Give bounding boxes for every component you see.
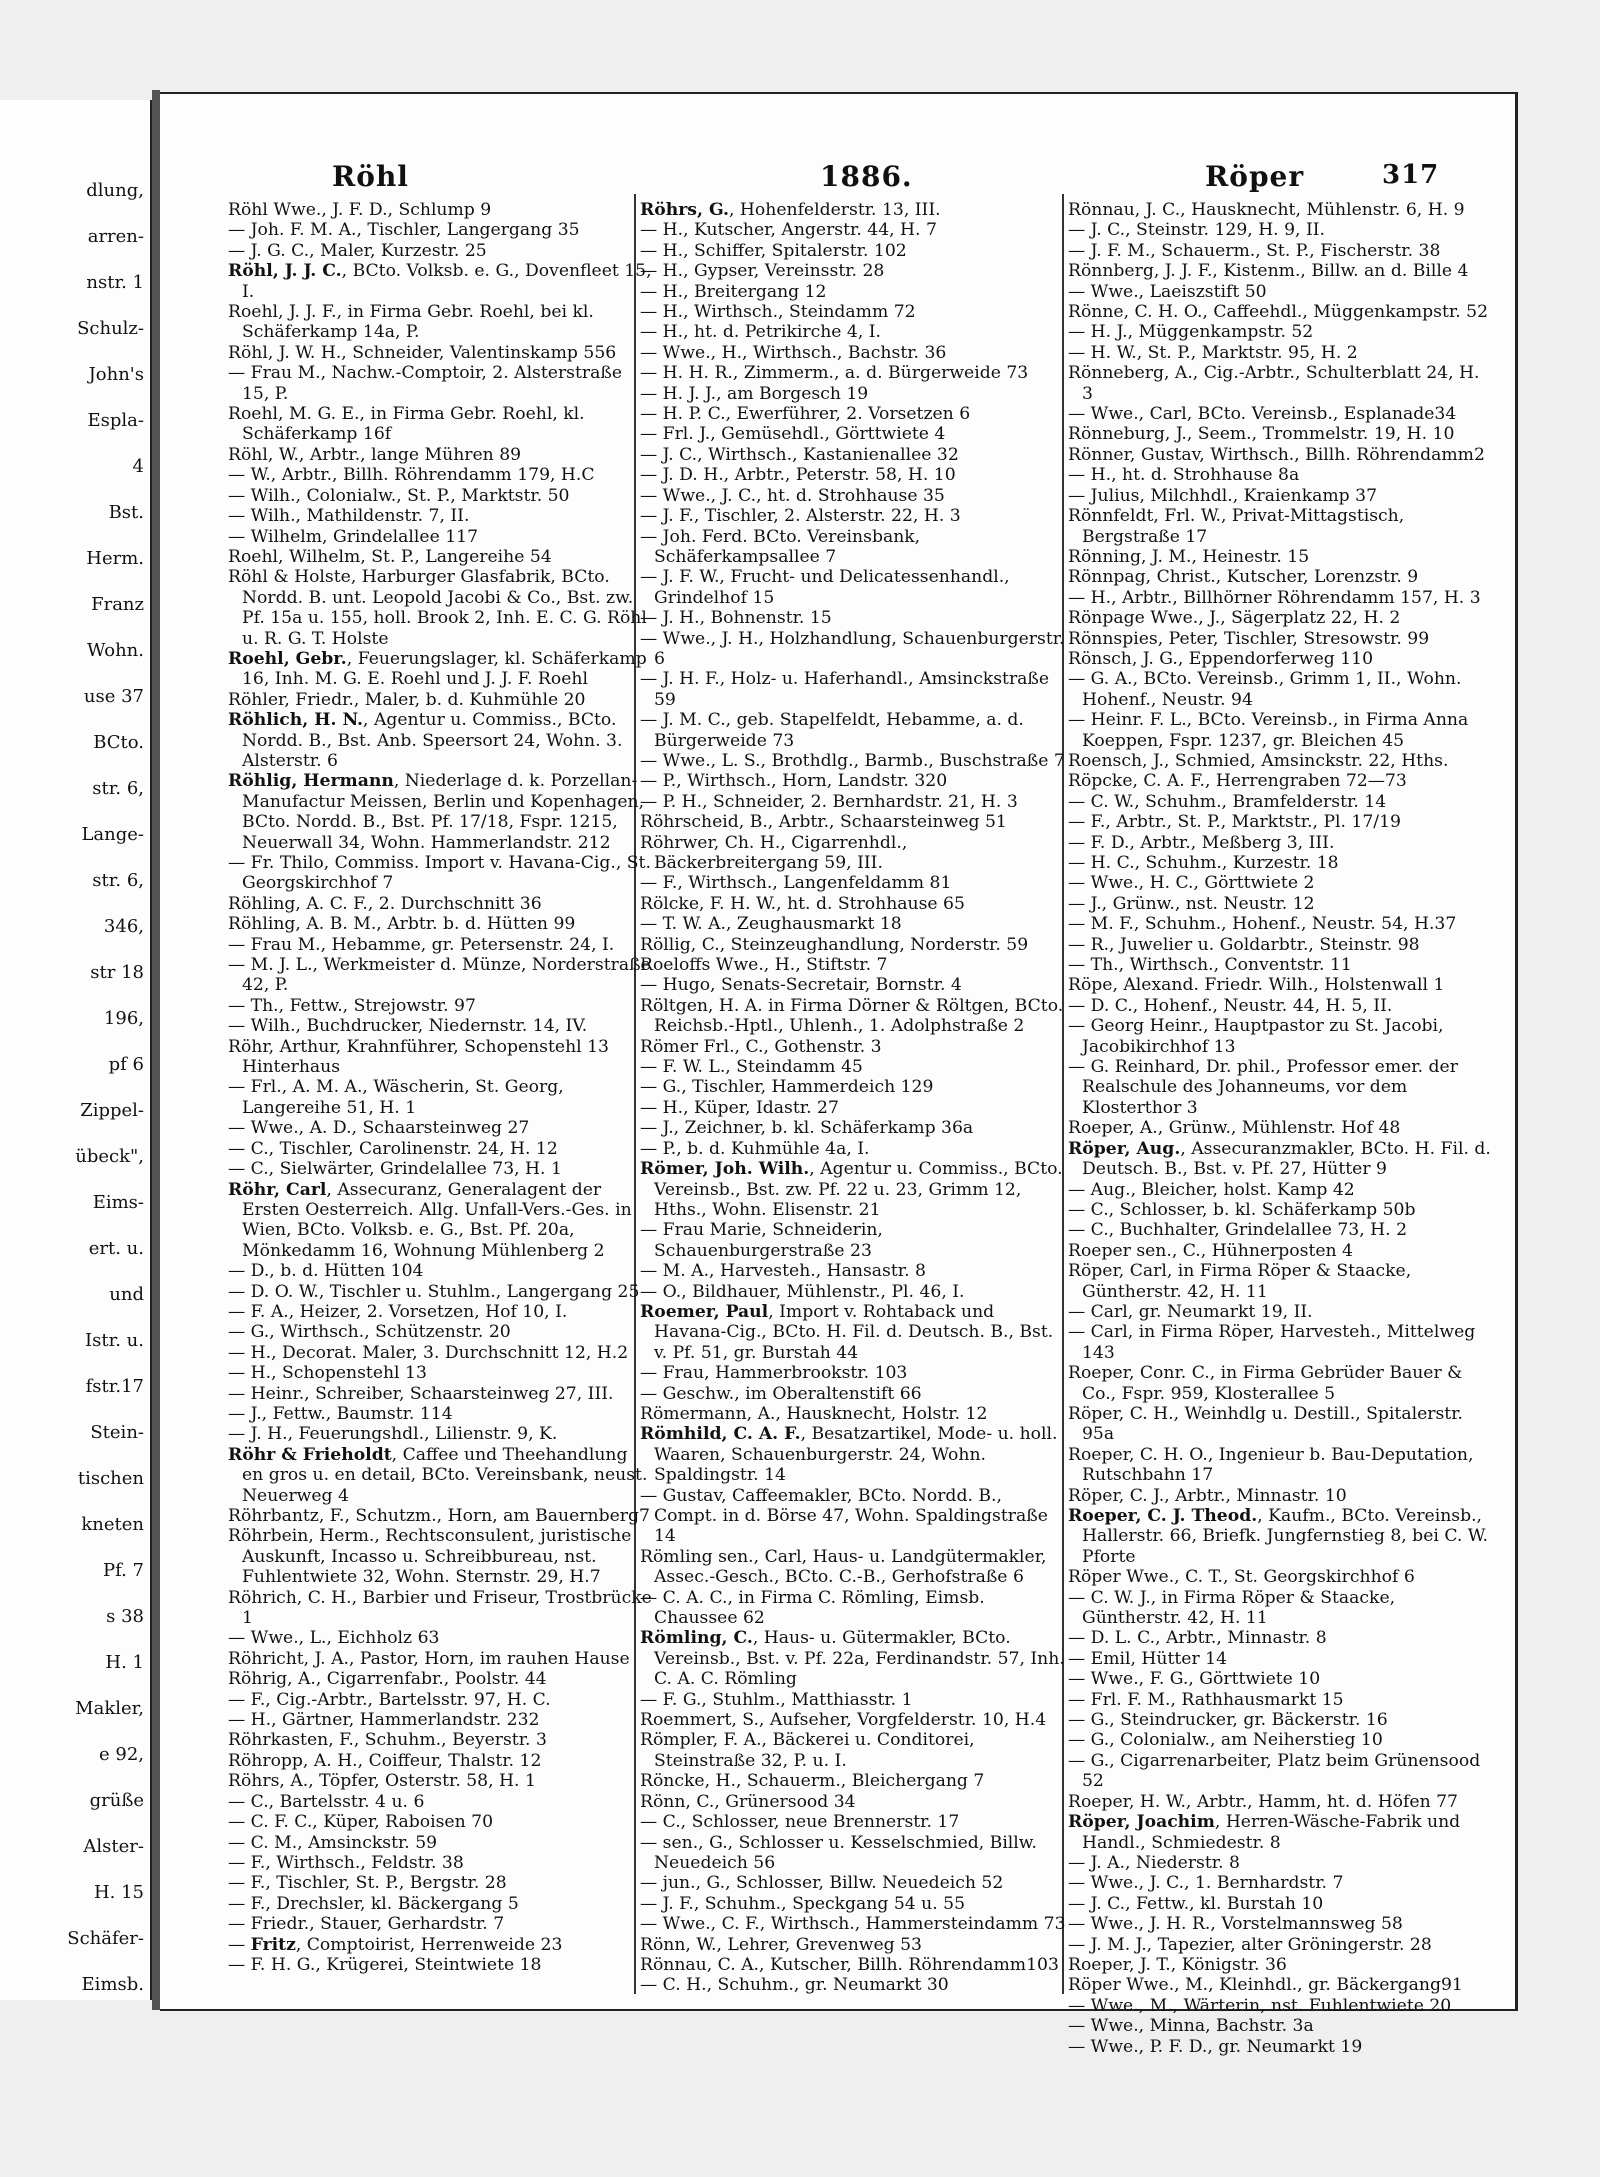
directory-entry: — J., Grünw., nst. Neustr. 12 <box>1068 893 1315 914</box>
directory-entry: — F., Arbtr., St. P., Marktstr., Pl. 17/19 <box>1068 812 1401 833</box>
directory-entry: — H., Schopenstehl 13 <box>228 1363 427 1384</box>
directory-entry: — C. H., Schuhm., gr. Neumarkt 30 <box>640 1975 949 1996</box>
directory-entry: — Wilh., Colonialw., St. P., Marktstr. 50 <box>228 485 570 506</box>
directory-entry: Römer, Joh. Wilh., Agentur u. Commiss., BCto. Vereinsb., Bst. zw. Pf. 22 u. 23, Grimm 12, Hths., Wohn. Elisenstr. 21 <box>640 1159 1063 1220</box>
gutter-fragment: 4 <box>132 456 144 477</box>
directory-entry: — Emil, Hütter 14 <box>1068 1648 1228 1669</box>
directory-entry: — Gustav, Caffeemakler, BCto. Nordd. B., Compt. in d. Börse 47, Wohn. Spaldingstraße 14 <box>640 1485 1048 1547</box>
directory-entry: — Joh. F. M. A., Tischler, Langergang 35 <box>228 220 580 241</box>
directory-entry: Röhl, W., Arbtr., lange Mühren 89 <box>228 444 522 465</box>
gutter-fragment: Bst. <box>108 502 144 523</box>
directory-entry: — Wwe., L., Eichholz 63 <box>228 1628 440 1649</box>
directory-entry: — C., Schlosser, neue Brennerstr. 17 <box>640 1812 960 1833</box>
directory-entry: — Frl., A. M. A., Wäscherin, St. Georg, Langereihe 51, H. 1 <box>228 1077 564 1118</box>
directory-entry: — Heinr., Schreiber, Schaarsteinweg 27, III. <box>228 1383 614 1404</box>
directory-entry: — H., Kutscher, Angerstr. 44, H. 7 <box>640 220 937 241</box>
directory-entry: Roemer, Paul, Import v. Rohtaback und Havana-Cig., BCto. H. Fil. d. Deutsch. B., Bst. v. Pf. 51, gr. Burstah 44 <box>640 1301 1054 1363</box>
directory-entry: Römermann, A., Hausknecht, Holstr. 12 <box>640 1403 988 1424</box>
directory-entry: Roeper, J. T., Königstr. 36 <box>1068 1954 1287 1975</box>
directory-entry: — Wwe., Minna, Bachstr. 3a <box>1068 2016 1314 2037</box>
header-right-keyword: Röper <box>1205 160 1305 193</box>
directory-entry: Röhrwer, Ch. H., Cigarrenhdl., Bäckerbreitergang 59, III. <box>640 832 908 873</box>
directory-entry: — Georg Heinr., Hauptpastor zu St. Jacobi, Jacobikirchhof 13 <box>1068 1016 1444 1057</box>
directory-entry: — C., Schlosser, b. kl. Schäferkamp 50b <box>1068 1199 1416 1220</box>
directory-entry: Röper, Aug., Assecuranzmakler, BCto. H. Fil. d. Deutsch. B., Bst. v. Pf. 27, Hütter 9 <box>1068 1138 1491 1180</box>
directory-entry: — Geschw., im Oberaltenstift 66 <box>640 1383 922 1404</box>
directory-entry: — H. H. R., Zimmerm., a. d. Bürgerweide 73 <box>640 363 1029 384</box>
directory-entry: — J. F. W., Frucht- und Delicatessenhandl., Grindelhof 15 <box>640 567 1010 608</box>
directory-entry: Röhl & Holste, Harburger Glasfabrik, BCto. Nordd. B. unt. Leopold Jacobi & Co., Bst. zw. Pf. 15a u. 155, holl. Brook 2, Inh. E. C. G. Röhl u. R. G. T. Holste <box>228 567 647 649</box>
directory-entry: — F. G., Stuhlm., Matthiasstr. 1 <box>640 1689 913 1710</box>
directory-entry: Römhild, C. A. F., Besatzartikel, Mode- u. holl. Waaren, Schauenburgerstr. 24, Wohn. Spaldingstr. 14 <box>640 1424 1058 1486</box>
directory-entry: — G., Tischler, Hammerdeich 129 <box>640 1077 934 1098</box>
directory-entry: — M. F., Schuhm., Hohenf., Neustr. 54, H.37 <box>1068 914 1457 935</box>
gutter-fragment: Schäfer- <box>67 1928 144 1949</box>
directory-entry: Rönsch, J. G., Eppendorferweg 110 <box>1068 648 1374 669</box>
directory-entry: — C. M., Amsinckstr. 59 <box>228 1832 438 1853</box>
directory-entry: — R., Juwelier u. Goldarbtr., Steinstr. 98 <box>1068 934 1420 955</box>
directory-entry: Rönneburg, J., Seem., Trommelstr. 19, H. 10 <box>1068 424 1455 445</box>
directory-entry: Roeper sen., C., Hühnerposten 4 <box>1068 1240 1353 1261</box>
gutter-fragment: pf 6 <box>108 1054 144 1075</box>
directory-entry: — W., Arbtr., Billh. Röhrendamm 179, H.C <box>228 465 595 486</box>
directory-entry: — C. A. C., in Firma C. Römling, Eimsb. Chaussee 62 <box>640 1587 985 1629</box>
directory-entry: Röhlich, H. N., Agentur u. Commiss., BCto. Nordd. B., Bst. Anb. Speersort 24, Wohn. 3. Alsterstr. 6 <box>228 710 623 771</box>
gutter-fragment: nstr. 1 <box>86 272 144 293</box>
directory-entry: Röhrs, A., Töpfer, Osterstr. 58, H. 1 <box>228 1771 536 1792</box>
directory-entry: — Wwe., J. C., ht. d. Strohhause 35 <box>640 485 945 506</box>
directory-entry: — J. H. F., Holz- u. Haferhandl., Amsinckstraße 59 <box>640 669 1050 710</box>
directory-entry: — O., Bildhauer, Mühlenstr., Pl. 46, I. <box>640 1281 965 1302</box>
directory-entry: — H. P. C., Ewerführer, 2. Vorsetzen 6 <box>640 404 971 425</box>
directory-entry: Röhrbein, Herm., Rechtsconsulent, juristische Auskunft, Incasso u. Schreibbureau, nst. Fuhlentwiete 32, Wohn. Sternstr. 29, H.7 <box>228 1526 632 1588</box>
directory-entry: Rönnberg, J. J. F., Kistenm., Billw. an d. Bille 4 <box>1068 261 1469 282</box>
directory-entry: Röhrig, A., Cigarrenfabr., Poolstr. 44 <box>228 1669 547 1690</box>
directory-entry: Roeper, H. W., Arbtr., Hamm, ht. d. Höfen 77 <box>1068 1791 1458 1812</box>
directory-entry: — Heinr. F. L., BCto. Vereinsb., in Firma Anna Koeppen, Fspr. 1237, gr. Bleichen 45 <box>1068 710 1469 751</box>
directory-entry: — D. C., Hohenf., Neustr. 44, H. 5, II. <box>1068 995 1393 1016</box>
directory-entry: — F., Wirthsch., Feldstr. 38 <box>228 1852 464 1873</box>
directory-entry: Roeper, Conr. C., in Firma Gebrüder Bauer & Co., Fspr. 959, Klosterallee 5 <box>1068 1363 1463 1404</box>
directory-entry: Röpe, Alexand. Friedr. Wilh., Holstenwall 1 <box>1068 975 1445 996</box>
gutter-fragment: dlung, <box>86 180 144 201</box>
directory-entry: — Fritz, Comptoirist, Herrenweide 23 <box>228 1934 563 1955</box>
directory-entry: — Wwe., J. C., 1. Bernhardstr. 7 <box>1068 1873 1344 1894</box>
directory-entry: — F., Cig.-Arbtr., Bartelsstr. 97, H. C. <box>228 1689 551 1710</box>
directory-entry: — H., Gärtner, Hammerlandstr. 232 <box>228 1710 540 1731</box>
directory-entry: Roeper, C. J. Theod., Kaufm., BCto. Vereinsb., Hallerstr. 66, Briefk. Jungfernstieg 8, bei C. W. Pforte <box>1068 1506 1488 1567</box>
directory-entry: — H. J. J., am Borgesch 19 <box>640 383 869 404</box>
directory-entry: — C., Tischler, Carolinenstr. 24, H. 12 <box>228 1138 558 1159</box>
directory-entry: — C., Bartelsstr. 4 u. 6 <box>228 1791 425 1812</box>
directory-entry: — J. F., Schuhm., Speckgang 54 u. 55 <box>640 1893 966 1914</box>
directory-entry: Rönpage Wwe., J., Sägerplatz 22, H. 2 <box>1068 608 1401 629</box>
directory-entry: Rönneberg, A., Cig.-Arbtr., Schulterblatt 24, H. 3 <box>1068 363 1480 404</box>
directory-entry: Römpler, F. A., Bäckerei u. Conditorei, Steinstraße 32, P. u. I. <box>640 1730 975 1771</box>
directory-entry: Röhling, A. C. F., 2. Durchschnitt 36 <box>228 893 542 914</box>
gutter-fragment: John's <box>88 364 144 385</box>
gutter-fragment: str 18 <box>90 962 144 983</box>
directory-entry: — J. F. M., Schauerm., St. P., Fischerstr. 38 <box>1068 240 1441 261</box>
directory-entry: — Wwe., H. C., Görttwiete 2 <box>1068 873 1315 894</box>
directory-entry: Rönn, W., Lehrer, Grevenweg 53 <box>640 1934 922 1955</box>
directory-entry: — H., ht. d. Strohhause 8a <box>1068 465 1300 486</box>
directory-entry: — H., Gypser, Vereinsstr. 28 <box>640 261 885 282</box>
directory-entry: — Wilhelm, Grindelallee 117 <box>228 526 479 547</box>
previous-page-gutter <box>0 100 152 2000</box>
directory-entry: — C. W., Schuhm., Bramfelderstr. 14 <box>1068 791 1387 812</box>
gutter-fragment: e 92, <box>99 1744 144 1765</box>
directory-entry: — Carl, in Firma Röper, Harvesteh., Mittelweg 143 <box>1068 1322 1476 1363</box>
gutter-fragment: Espla- <box>87 410 144 431</box>
directory-entry: — Frl. F. M., Rathhausmarkt 15 <box>1068 1689 1344 1710</box>
directory-entry: Rönning, J. M., Heinestr. 15 <box>1068 546 1310 567</box>
directory-entry: — H., Arbtr., Billhörner Röhrendamm 157, H. 3 <box>1068 587 1481 608</box>
directory-entry: Rölcke, F. H. W., ht. d. Strohhause 65 <box>640 893 965 914</box>
directory-entry: — P. H., Schneider, 2. Bernhardstr. 21, H. 3 <box>640 791 1018 812</box>
directory-entry: — Wwe., A. D., Schaarsteinweg 27 <box>228 1118 530 1139</box>
book-spine <box>152 90 160 2010</box>
directory-entry: — D. L. C., Arbtr., Minnastr. 8 <box>1068 1628 1327 1649</box>
directory-entry: — C., Buchhalter, Grindelallee 73, H. 2 <box>1068 1220 1407 1241</box>
directory-entry: — Wilh., Mathildenstr. 7, II. <box>228 506 470 527</box>
directory-entry: Röhler, Friedr., Maler, b. d. Kuhmühle 20 <box>228 689 586 710</box>
gutter-fragment: kneten <box>81 1514 144 1535</box>
directory-entry: — Wwe., C. F., Wirthsch., Hammersteindamm 73 <box>640 1914 1066 1935</box>
column-right <box>1068 200 1494 2057</box>
directory-entry: — G., Steindrucker, gr. Bäckerstr. 16 <box>1068 1710 1388 1731</box>
directory-entry: — F. H. G., Krügerei, Steintwiete 18 <box>228 1954 542 1975</box>
gutter-fragment: Istr. u. <box>85 1330 144 1351</box>
directory-entry: Röhrs, G., Hohenfelderstr. 13, III. <box>640 200 941 220</box>
directory-entry: Röhl, J. W. H., Schneider, Valentinskamp 556 <box>228 342 617 363</box>
gutter-fragment: Herm. <box>86 548 144 569</box>
directory-page <box>160 92 1518 2057</box>
column-middle <box>640 200 1066 1996</box>
directory-entry: Roehl, Gebr., Feuerungslager, kl. Schäferkamp 16, Inh. M. G. E. Roehl und J. J. F. Roehl <box>228 648 647 690</box>
directory-entry: — Th., Wirthsch., Conventstr. 11 <box>1068 955 1352 976</box>
gutter-fragment: BCto. <box>93 732 144 753</box>
directory-entry: Röhl, J. J. C., BCto. Volksb. e. G., Dovenfleet 15, I. <box>228 261 652 302</box>
directory-entry: — Wilh., Buchdrucker, Niedernstr. 14, IV. <box>228 1016 588 1037</box>
directory-entry: — H. J., Müggenkampstr. 52 <box>1068 322 1314 343</box>
directory-entry: — Joh. Ferd. BCto. Vereinsbank, Schäferkampsallee 7 <box>640 526 921 567</box>
directory-entry: — F. D., Arbtr., Meßberg 3, III. <box>1068 832 1335 853</box>
directory-entry: — Carl, gr. Neumarkt 19, II. <box>1068 1301 1313 1322</box>
gutter-fragment: Eimsb. <box>81 1974 144 1995</box>
directory-entry: — P., Wirthsch., Horn, Landstr. 320 <box>640 771 948 792</box>
directory-entry: — Th., Fettw., Strejowstr. 97 <box>228 995 476 1016</box>
directory-entry: Roehl, M. G. E., in Firma Gebr. Roehl, kl. Schäferkamp 16f <box>228 404 585 445</box>
directory-entry: Röper, C. J., Arbtr., Minnastr. 10 <box>1068 1485 1347 1506</box>
directory-entry: — sen., G., Schlosser u. Kesselschmied, Billw. Neuedeich 56 <box>640 1832 1037 1873</box>
directory-entry: — J. D. H., Arbtr., Peterstr. 58, H. 10 <box>640 465 956 486</box>
directory-entry: Römer Frl., C., Gothenstr. 3 <box>640 1036 882 1057</box>
page-number: 317 <box>1382 160 1440 190</box>
gutter-fragment: Zippel- <box>80 1100 144 1121</box>
directory-entry: Rönn, C., Grünersood 34 <box>640 1791 856 1812</box>
directory-entry: Rönnfeldt, Frl. W., Privat-Mittagstisch, Bergstraße 17 <box>1068 506 1405 547</box>
directory-entry: — C., Sielwärter, Grindelallee 73, H. 1 <box>228 1159 562 1180</box>
directory-entry: — jun., G., Schlosser, Billw. Neuedeich 52 <box>640 1873 1004 1894</box>
directory-entry: — G. Reinhard, Dr. phil., Professor emer. der Realschule des Johanneums, vor dem Klosterthor 3 <box>1068 1057 1458 1118</box>
directory-entry: Röper Wwe., C. T., St. Georgskirchhof 6 <box>1068 1567 1415 1588</box>
column-left <box>228 200 654 1990</box>
gutter-fragment: 346, <box>103 916 144 937</box>
gutter-fragment: str. 6, <box>92 778 144 799</box>
directory-entry: — J. G. C., Maler, Kurzestr. 25 <box>228 240 487 261</box>
directory-entry: — Aug., Bleicher, holst. Kamp 42 <box>1068 1179 1355 1200</box>
directory-entry: — Wwe., M., Wärterin, nst. Fuhlentwiete 20 <box>1068 1995 1452 2016</box>
directory-entry: — Frau M., Nachw.-Comptoir, 2. Alsterstraße 15, P. <box>228 363 623 404</box>
directory-entry: Rönner, Gustav, Wirthsch., Billh. Röhrendamm2 <box>1068 444 1485 465</box>
directory-entry: — F., Drechsler, kl. Bäckergang 5 <box>228 1893 519 1914</box>
directory-entry: Röhricht, J. A., Pastor, Horn, im rauhen Hause <box>228 1648 630 1669</box>
directory-entry: — J., Zeichner, b. kl. Schäferkamp 36a <box>640 1118 974 1139</box>
directory-entry: — Wwe., Laeiszstift 50 <box>1068 281 1267 302</box>
directory-entry: Röhrbantz, F., Schutzm., Horn, am Bauernberg7 <box>228 1506 650 1526</box>
directory-entry: — G., Cigarrenarbeiter, Platz beim Grünensood 52 <box>1068 1750 1481 1792</box>
directory-entry: — J. C., Fettw., kl. Burstah 10 <box>1068 1893 1324 1914</box>
gutter-fragment: Franz <box>91 594 144 615</box>
directory-entry: Röhr, Arthur, Krahnführer, Schopenstehl 13 Hinterhaus <box>228 1036 609 1078</box>
directory-entry: — J. M. C., geb. Stapelfeldt, Hebamme, a. d. Bürgerweide 73 <box>640 710 1024 751</box>
directory-entry: Röper, Carl, in Firma Röper & Staacke, Güntherstr. 42, H. 11 <box>1068 1261 1412 1302</box>
gutter-fragment: H. 1 <box>105 1652 144 1673</box>
directory-entry: Röncke, H., Schauerm., Bleichergang 7 <box>640 1771 985 1792</box>
directory-entry: Röper, C. H., Weinhdlg u. Destill., Spitalerstr. 95a <box>1068 1403 1463 1445</box>
gutter-fragment: Schulz- <box>77 318 144 339</box>
directory-entry: Röpcke, C. A. F., Herrengraben 72—73 <box>1068 771 1407 792</box>
directory-entry: — Hugo, Senats-Secretair, Bornstr. 4 <box>640 975 962 996</box>
directory-entry: Röllig, C., Steinzeughandlung, Norderstr. 59 <box>640 934 1029 955</box>
header-year: 1886. <box>820 160 913 193</box>
directory-entry: Röhrich, C. H., Barbier und Friseur, Trostbrücke 1 <box>228 1587 652 1629</box>
directory-entry: Roeper, A., Grünw., Mühlenstr. Hof 48 <box>1068 1118 1401 1139</box>
gutter-fragment: 196, <box>103 1008 144 1029</box>
directory-entry: — P., b. d. Kuhmühle 4a, I. <box>640 1138 870 1159</box>
gutter-fragment: grüße <box>89 1790 144 1811</box>
directory-entry: — H. C., Schuhm., Kurzestr. 18 <box>1068 853 1339 873</box>
directory-entry: — Wwe., J. H. R., Vorstelmannsweg 58 <box>1068 1914 1403 1935</box>
directory-entry: Roemmert, S., Aufseher, Vorgfelderstr. 10, H.4 <box>640 1710 1047 1731</box>
gutter-fragment: Wohn. <box>86 640 144 661</box>
directory-entry: — Wwe., J. H., Holzhandlung, Schauenburgerstr. 6 <box>640 628 1065 669</box>
directory-entry: — H., Küper, Idastr. 27 <box>640 1097 839 1118</box>
gutter-fragment: fstr.17 <box>85 1376 144 1397</box>
directory-entry: Röhl Wwe., J. F. D., Schlump 9 <box>228 200 492 220</box>
gutter-fragment: ert. u. <box>88 1238 144 1259</box>
directory-entry: Roehl, J. J. F., in Firma Gebr. Roehl, bei kl. Schäferkamp 14a, P. <box>228 302 594 343</box>
directory-entry: — J. M. J., Tapezier, alter Gröningerstr. 28 <box>1068 1934 1432 1955</box>
directory-entry: — D. O. W., Tischler u. Stuhlm., Langergang 25 <box>228 1281 640 1302</box>
gutter-fragment: str. 6, <box>92 870 144 891</box>
directory-entry: Röhlig, Hermann, Niederlage d. k. Porzellan-Manufactur Meissen, Berlin und Kopenhagen, BCto. Nordd. B., Bst. Pf. 17/18, Fspr. 1215, Neuerwall 34, Wohn. Hammerlandstr. 212 <box>228 771 645 853</box>
gutter-fragment: s 38 <box>106 1606 144 1627</box>
directory-entry: Rönnspies, Peter, Tischler, Stresowstr. 99 <box>1068 628 1430 649</box>
directory-entry: — H. W., St. P., Marktstr. 95, H. 2 <box>1068 342 1358 363</box>
directory-entry: — Wwe., F. G., Görttwiete 10 <box>1068 1669 1321 1690</box>
directory-entry: Röhr, Carl, Assecuranz, Generalagent der Ersten Oesterreich. Allg. Unfall-Vers.-Ges. in Wien, BCto. Volksb. e. G., Bst. Pf. 20a, Mönkedamm 16, Wohnung Mühlenberg 2 <box>228 1179 632 1261</box>
directory-entry: — D., b. d. Hütten 104 <box>228 1261 424 1282</box>
directory-entry: Röhr & Frieholdt, Caffee und Theehandlung en gros u. en detail, BCto. Vereinsbank, neust. Neuerweg 4 <box>228 1444 648 1506</box>
directory-entry: Römling sen., Carl, Haus- u. Landgütermakler, Assec.-Gesch., BCto. C.-B., Gerhofstraße 6 <box>640 1546 1047 1588</box>
directory-entry: — H., Schiffer, Spitalerstr. 102 <box>640 240 907 261</box>
directory-entry: — Friedr., Stauer, Gerhardstr. 7 <box>228 1914 505 1935</box>
directory-entry: — F., Wirthsch., Langenfeldamm 81 <box>640 873 952 894</box>
directory-entry: — J. F., Tischler, 2. Alsterstr. 22, H. 3 <box>640 506 961 527</box>
gutter-fragment: Eims- <box>92 1192 144 1213</box>
directory-entry: Römling, C., Haus- u. Gütermakler, BCto. Vereinsb., Bst. v. Pf. 22a, Ferdinandstr. 57, Inh. C. A. C. Römling <box>640 1628 1065 1690</box>
page-header <box>160 160 1515 196</box>
gutter-fragment: Makler, <box>75 1698 144 1719</box>
directory-entry: Roensch, J., Schmied, Amsinckstr. 22, Hths. <box>1068 750 1449 771</box>
directory-entry: — F. A., Heizer, 2. Vorsetzen, Hof 10, I. <box>228 1301 568 1322</box>
gutter-fragment: arren- <box>87 226 144 247</box>
gutter-fragment: use 37 <box>83 686 144 707</box>
gutter-fragment: Lange- <box>81 824 144 845</box>
gutter-fragment: und <box>109 1284 144 1305</box>
directory-entry: — M. A., Harvesteh., Hansastr. 8 <box>640 1261 926 1282</box>
gutter-fragment: Alster- <box>83 1836 144 1857</box>
directory-entry: — H., Wirthsch., Steindamm 72 <box>640 302 916 323</box>
directory-entry: — F., Tischler, St. P., Bergstr. 28 <box>228 1873 507 1894</box>
directory-entry: — Wwe., H., Wirthsch., Bachstr. 36 <box>640 342 947 363</box>
directory-entry: — J. H., Feuerungshdl., Lilienstr. 9, K. <box>228 1424 558 1445</box>
directory-entry: Röltgen, H. A. in Firma Dörner & Röltgen, BCto. Reichsb.-Hptl., Uhlenh., 1. Adolphstraße 2 <box>640 995 1064 1037</box>
gutter-fragment: übeck", <box>75 1146 144 1167</box>
directory-entry: — Julius, Milchhdl., Kraienkamp 37 <box>1068 485 1378 506</box>
directory-entry: Rönne, C. H. O., Caffeehdl., Müggenkampstr. 52 <box>1068 302 1489 323</box>
directory-entry: Röhling, A. B. M., Arbtr. b. d. Hütten 99 <box>228 914 576 935</box>
directory-entry: — J. A., Niederstr. 8 <box>1068 1852 1240 1873</box>
directory-entry: Roeloffs Wwe., H., Stiftstr. 7 <box>640 955 888 976</box>
gutter-fragment: H. 15 <box>93 1882 144 1903</box>
directory-entry: — F. W. L., Steindamm 45 <box>640 1057 863 1078</box>
directory-entry: — Wwe., L. S., Brothdlg., Barmb., Buschstraße 7 <box>640 750 1065 771</box>
directory-entry: — J. H., Bohnenstr. 15 <box>640 608 832 629</box>
gutter-fragment: Pf. 7 <box>102 1560 144 1581</box>
directory-entry: — M. J. L., Werkmeister d. Münze, Norderstraße 42, P. <box>228 955 651 996</box>
directory-entry: — Wwe., Carl, BCto. Vereinsb., Esplanade34 <box>1068 404 1457 425</box>
directory-entry: — H., Decorat. Maler, 3. Durchschnitt 12, H.2 <box>228 1342 629 1363</box>
directory-entry: — J. C., Steinstr. 129, H. 9, II. <box>1068 220 1326 241</box>
directory-entry: — H., ht. d. Petrikirche 4, I. <box>640 322 882 343</box>
directory-entry: Roehl, Wilhelm, St. P., Langereihe 54 <box>228 546 552 567</box>
directory-entry: — G. A., BCto. Vereinsb., Grimm 1, II., Wohn. Hohenf., Neustr. 94 <box>1068 669 1462 710</box>
directory-entry: — H., Breitergang 12 <box>640 281 827 302</box>
directory-entry: — G., Colonialw., am Neiherstieg 10 <box>1068 1730 1383 1751</box>
directory-entry: — Frau M., Hebamme, gr. Petersenstr. 24, I. <box>228 934 615 955</box>
directory-entry: — J., Fettw., Baumstr. 114 <box>228 1403 453 1424</box>
directory-entry: — C. F. C., Küper, Raboisen 70 <box>228 1812 494 1833</box>
directory-entry: — G., Wirthsch., Schützenstr. 20 <box>228 1322 511 1343</box>
gutter-fragment: tischen <box>77 1468 144 1489</box>
directory-entry: Roeper, C. H. O., Ingenieur b. Bau-Deputation, Rutschbahn 17 <box>1068 1444 1474 1486</box>
directory-entry: Röper, Joachim, Herren-Wäsche-Fabrik und Handl., Schmiedestr. 8 <box>1068 1812 1461 1853</box>
directory-entry: — Wwe., P. F. D., gr. Neumarkt 19 <box>1068 2036 1363 2057</box>
directory-entry: — Frau, Hammerbrookstr. 103 <box>640 1363 908 1384</box>
directory-entry: — Fr. Thilo, Commiss. Import v. Havana-Cig., St. Georgskirchhof 7 <box>228 853 651 894</box>
directory-entry: — Frl. J., Gemüsehdl., Görttwiete 4 <box>640 424 946 445</box>
directory-entry: Röper Wwe., M., Kleinhdl., gr. Bäckergang91 <box>1068 1975 1463 1996</box>
directory-entry: Röhrscheid, B., Arbtr., Schaarsteinweg 51 <box>640 812 1007 833</box>
directory-entry: — J. C., Wirthsch., Kastanienallee 32 <box>640 444 959 465</box>
directory-entry: — Frau Marie, Schneiderin, Schauenburgerstraße 23 <box>640 1220 883 1261</box>
header-left-keyword: Röhl <box>332 160 409 193</box>
directory-entry: Rönnau, C. A., Kutscher, Billh. Röhrendamm103 <box>640 1954 1059 1975</box>
directory-entry: — T. W. A., Zeughausmarkt 18 <box>640 914 902 935</box>
directory-entry: Röhropp, A. H., Coiffeur, Thalstr. 12 <box>228 1750 542 1771</box>
directory-entry: Rönnau, J. C., Hausknecht, Mühlenstr. 6, H. 9 <box>1068 200 1465 220</box>
directory-entry: — C. W. J., in Firma Röper & Staacke, Güntherstr. 42, H. 11 <box>1068 1587 1396 1629</box>
gutter-fragment: Stein- <box>90 1422 144 1443</box>
directory-entry: Röhrkasten, F., Schuhm., Beyerstr. 3 <box>228 1730 547 1751</box>
directory-entry: Rönnpag, Christ., Kutscher, Lorenzstr. 9 <box>1068 567 1419 588</box>
